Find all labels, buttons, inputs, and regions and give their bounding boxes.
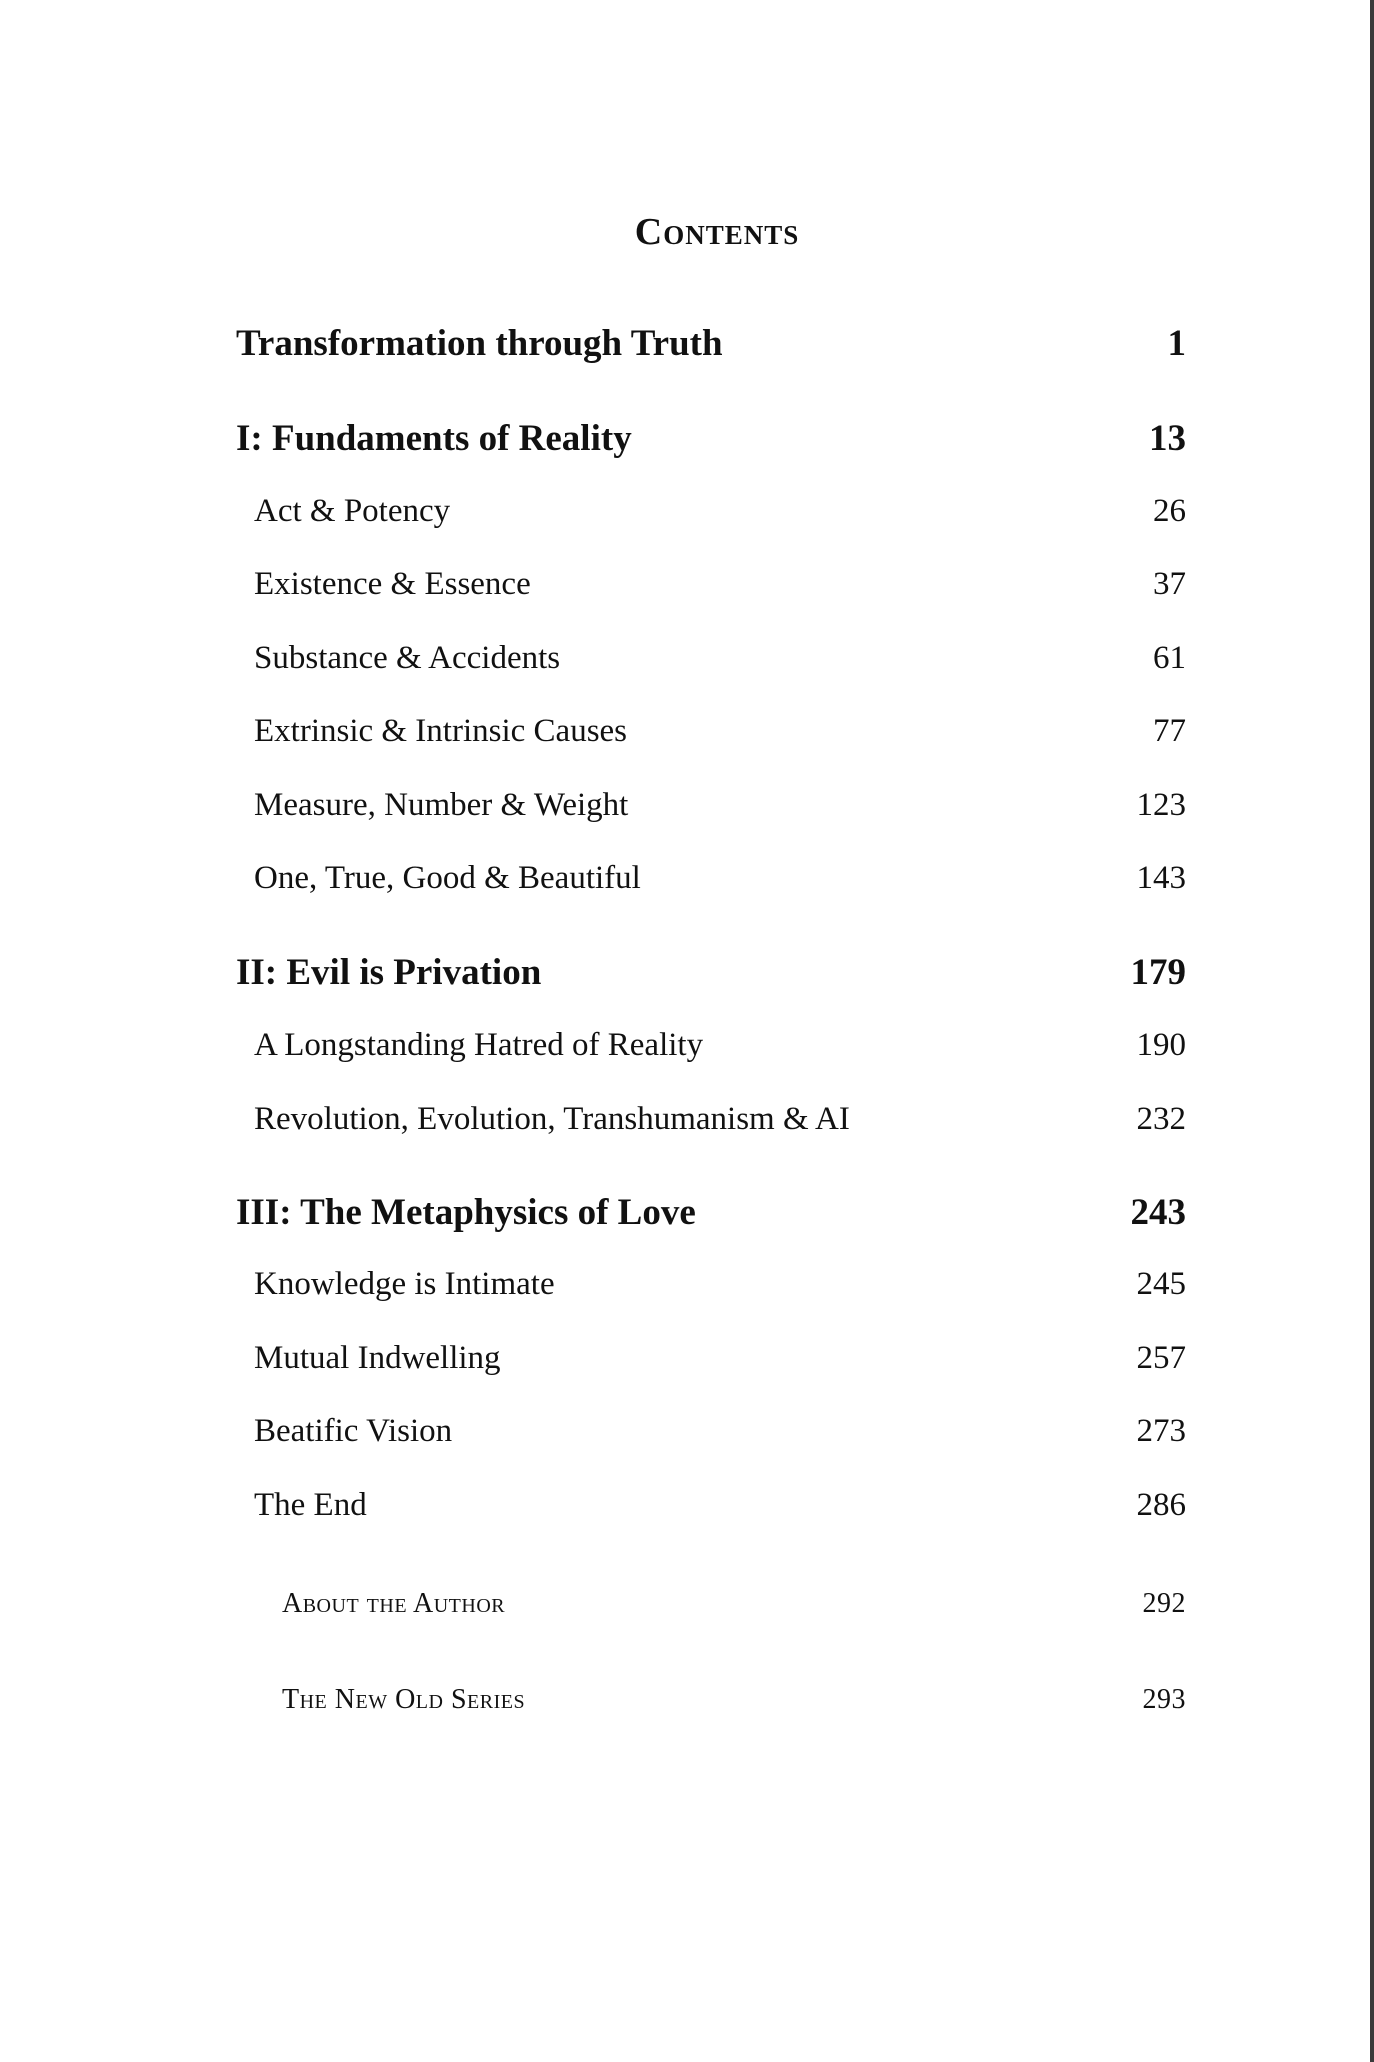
toc-entry-chapter[interactable] [236,1266,1186,1303]
toc-entry-page: 37 [1153,566,1186,602]
toc-entry-chapter[interactable] [236,493,1186,530]
toc-entry-label: Revolution, Evolution, Transhumanism & AI [254,1101,850,1137]
toc-entry-label: Measure, Number & Weight [254,787,629,823]
toc-entry-label: The New Old Series [282,1684,526,1715]
toc-entry-page: 1 [1167,323,1186,364]
toc-entry-page: 61 [1153,640,1186,676]
toc-entry-page: 245 [1136,1266,1186,1302]
toc-entry-label: III: The Metaphysics of Love [236,1192,696,1233]
toc-entry-chapter[interactable] [236,713,1186,750]
toc-entry-label: Extrinsic & Intrinsic Causes [254,713,628,749]
toc-entry-prologue[interactable] [236,322,1186,365]
toc-entry-page: 143 [1136,860,1186,896]
toc-entry-label: The End [254,1487,367,1523]
toc-entry-chapter[interactable] [236,860,1186,897]
toc-entry-label: Beatific Vision [254,1413,453,1449]
toc-entry-label: I: Fundaments of Reality [236,418,632,459]
toc-entry-page: 190 [1136,1027,1186,1063]
toc-entry-page: 243 [1130,1192,1186,1233]
toc-entry-page: 292 [1142,1588,1186,1619]
toc-entry-part-3[interactable] [236,1191,1186,1234]
toc-entry-chapter[interactable] [236,1340,1186,1377]
toc-entry-page: 123 [1136,787,1186,823]
toc-entry-page: 293 [1142,1684,1186,1715]
toc-entry-page: 13 [1149,418,1186,459]
toc-entry-label: II: Evil is Privation [236,952,542,993]
toc-entry-chapter[interactable] [236,1101,1186,1138]
toc-entry-series[interactable] [236,1684,1186,1716]
toc-entry-about-author[interactable] [236,1588,1186,1620]
toc-entry-label: Transformation through Truth [236,323,723,364]
toc-entry-page: 273 [1136,1413,1186,1449]
toc-entry-label: Knowledge is Intimate [254,1266,555,1302]
toc-entry-label: A Longstanding Hatred of Reality [254,1027,704,1063]
toc-entry-page: 232 [1136,1101,1186,1137]
toc-entry-label: Mutual Indwelling [254,1340,501,1376]
toc-entry-label: Existence & Essence [254,566,531,602]
toc-entry-chapter[interactable] [236,640,1186,677]
toc-entry-chapter[interactable] [236,566,1186,603]
toc-entry-page: 179 [1130,952,1186,993]
toc-entry-page: 257 [1136,1340,1186,1376]
toc-entry-label: Act & Potency [254,493,451,529]
toc-entry-label: About the Author [282,1588,506,1619]
toc-entry-chapter[interactable] [236,1413,1186,1450]
toc-entry-part-2[interactable] [236,951,1186,994]
page-edge [1370,0,1374,2062]
toc-entry-label: One, True, Good & Beautiful [254,860,641,896]
toc-entry-chapter[interactable] [236,1487,1186,1524]
toc-entry-label: Substance & Accidents [254,640,561,676]
toc-entry-chapter[interactable] [236,787,1186,824]
toc-entry-page: 26 [1153,493,1186,529]
toc-entry-page: 77 [1153,713,1186,749]
toc-entry-chapter[interactable] [236,1027,1186,1064]
toc-entry-part-1[interactable] [236,417,1186,460]
toc-entry-page: 286 [1136,1487,1186,1523]
page-title: Contents [634,211,800,253]
